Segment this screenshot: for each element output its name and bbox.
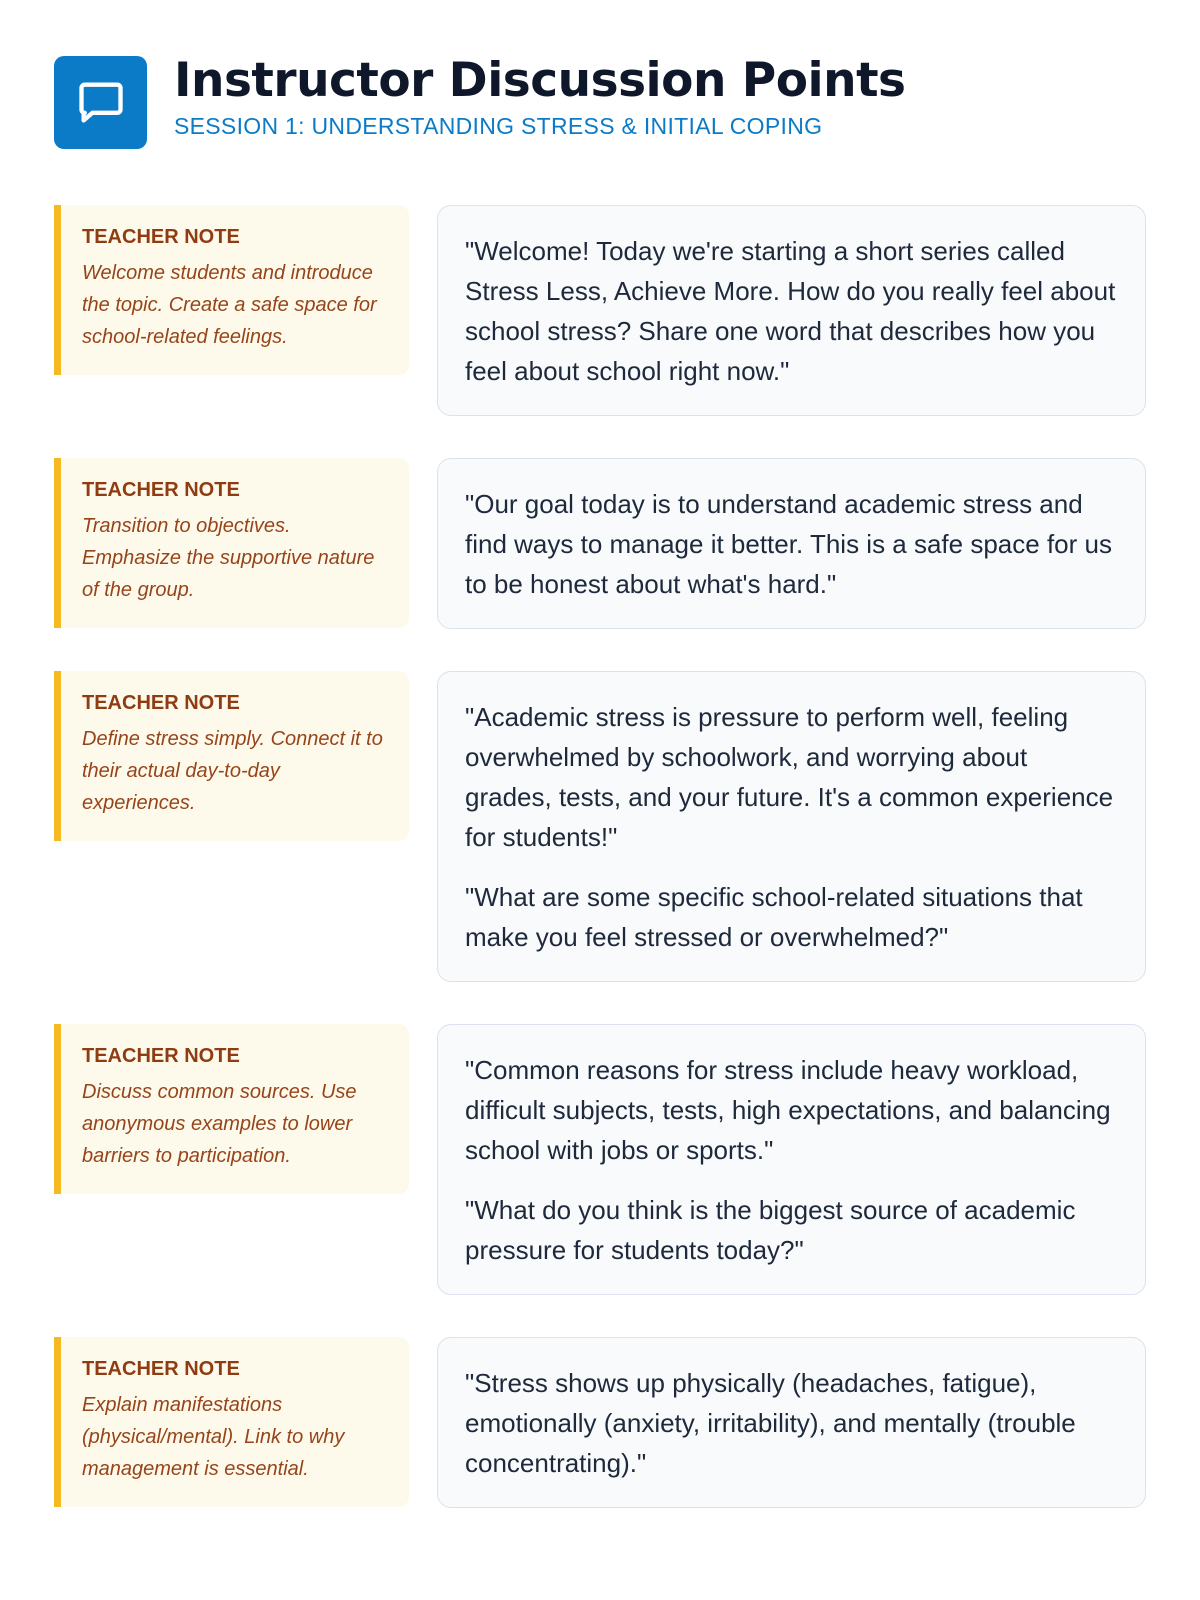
teacher-note-text: Explain manifestations (physical/mental). Link to why management is essential. <box>82 1394 345 1480</box>
page-title: Instructor Discussion Points <box>174 53 906 108</box>
discussion-quote: "Welcome! Today we're starting a short series called Stress Less, Achieve More. How do you really feel about school stress? Share one word that describes how you feel about school right now." <box>465 236 1116 386</box>
teacher-note-label: TEACHER NOTE <box>82 692 240 714</box>
page-header <box>54 55 1146 149</box>
discussion-script-box <box>437 1024 1146 1295</box>
teacher-note-label: TEACHER NOTE <box>82 479 240 501</box>
teacher-note <box>54 205 409 375</box>
discussion-row <box>54 458 1146 629</box>
teacher-note-text: Discuss common sources. Use anonymous examples to lower barriers to participation. <box>82 1081 357 1167</box>
discussion-quote: "Our goal today is to understand academic stress and find ways to manage it better. This is a safe space for us to be honest about what's hard." <box>465 489 1112 599</box>
discussion-script-box <box>437 458 1146 629</box>
teacher-note <box>54 1337 409 1507</box>
teacher-note-text: Transition to objectives. Emphasize the supportive nature of the group. <box>82 515 375 601</box>
header-text <box>174 53 906 141</box>
discussion-row <box>54 1024 1146 1295</box>
teacher-note-text: Define stress simply. Connect it to their actual day-to-day experiences. <box>82 728 383 814</box>
discussion-quote: "Stress shows up physically (headaches, fatigue), emotionally (anxiety, irritability), and mentally (trouble concentrating)." <box>465 1368 1076 1478</box>
session-subtitle: SESSION 1: UNDERSTANDING STRESS & INITIAL COPING <box>174 113 823 139</box>
discussion-quote: "What are some specific school-related situations that make you feel stressed or overwhelmed?" <box>465 882 1083 952</box>
discussion-quote: "Common reasons for stress include heavy workload, difficult subjects, tests, high expectations, and balancing school with jobs or sports." <box>465 1055 1111 1165</box>
discussion-quote: "Academic stress is pressure to perform well, feeling overwhelmed by schoolwork, and worrying about grades, tests, and your future. It's a common experience for students!" <box>465 702 1114 852</box>
discussion-quote: "What do you think is the biggest source of academic pressure for students today?" <box>465 1195 1076 1265</box>
discussion-script-box <box>437 1337 1146 1508</box>
chat-bubble-icon <box>54 56 147 149</box>
teacher-note <box>54 458 409 628</box>
discussion-script-box <box>437 671 1146 982</box>
teacher-note-text: Welcome students and introduce the topic. Create a safe space for school-related feelings. <box>82 262 377 348</box>
teacher-note <box>54 671 409 841</box>
discussion-row <box>54 1337 1146 1508</box>
teacher-note <box>54 1024 409 1194</box>
teacher-note-label: TEACHER NOTE <box>82 1358 240 1380</box>
discussion-row <box>54 205 1146 416</box>
discussion-script-box <box>437 205 1146 416</box>
teacher-note-label: TEACHER NOTE <box>82 1045 240 1067</box>
discussion-points-list <box>54 205 1146 1508</box>
discussion-row <box>54 671 1146 982</box>
teacher-note-label: TEACHER NOTE <box>82 226 240 248</box>
